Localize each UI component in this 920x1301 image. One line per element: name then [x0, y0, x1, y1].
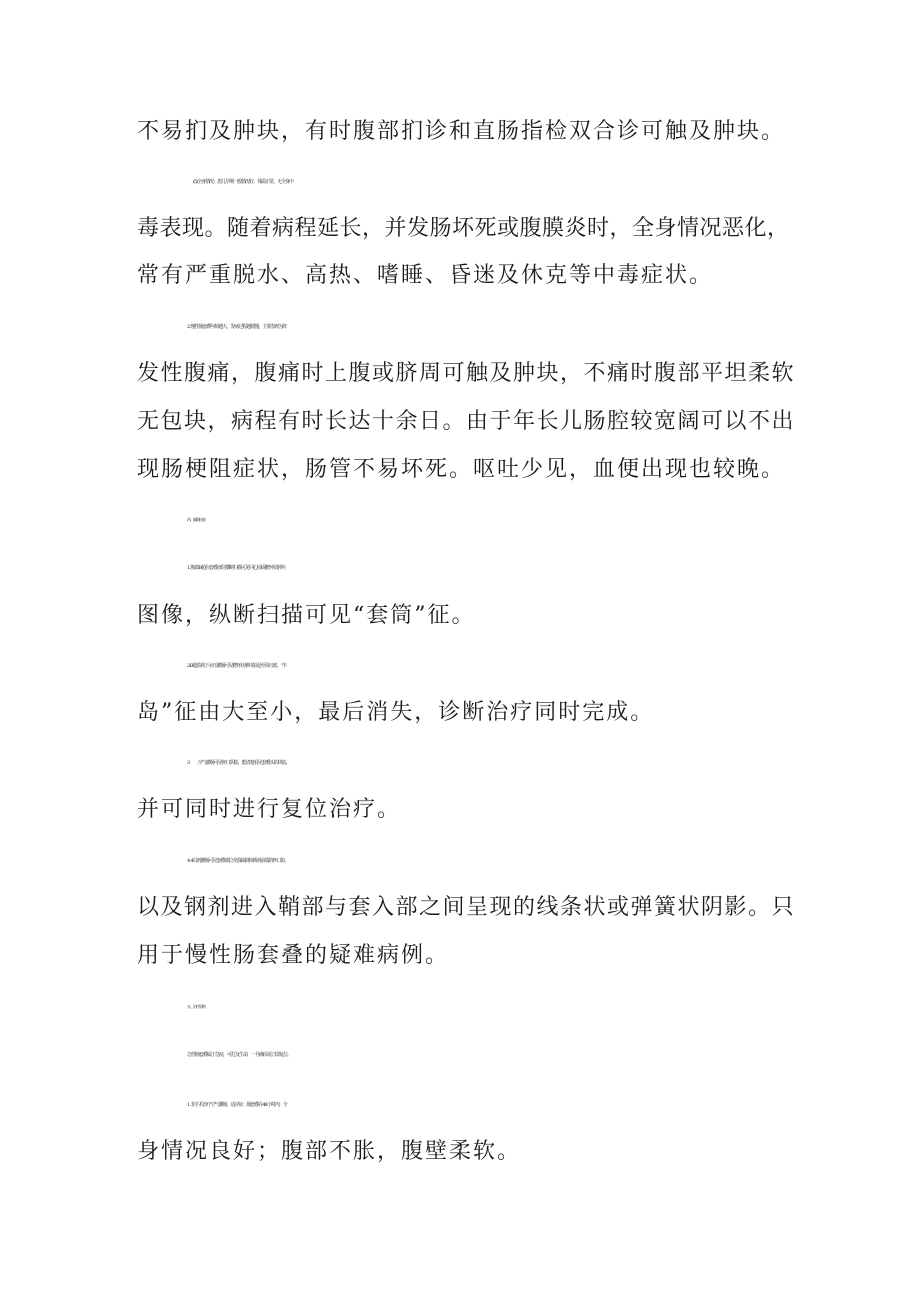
- text-line: 现肠梗阻症状，肠管不易坏死。呕吐少见，血便出现也较晚。: [137, 457, 786, 482]
- text-line: 毒表现。随着病程延长，并发肠坏死或腹膜炎时，全身情况恶化，: [137, 216, 790, 241]
- text-line: 并可同时进行复位治疗。: [137, 797, 402, 822]
- text-line: 以及钢剂进入鞘部与套入部之间呈现的线条状或弹簧状阴影。只: [137, 895, 796, 920]
- section-heading: 五、治疗原则: [187, 1004, 205, 1009]
- text-line: 急性肠套叠属于急症，可危及生命，一旦确诊需立即复位。: [187, 1052, 292, 1058]
- text-line: 3 .空气灌肠可见杯口阴影，能清楚看见套叠头的块影，: [187, 760, 290, 766]
- text-line: 2 .慢性肠套叠年龄越大，发病过程越缓慢。主要表现为阵: [187, 324, 287, 330]
- text-line: 用于慢性肠套叠的疑难病例。: [137, 943, 450, 968]
- text-line: 1 .腹部B超在套叠部位横断扫描可见同心圆或靶环状肿块: [187, 565, 286, 571]
- text-line: 发性腹痛，腹痛时上腹或脐周可触及肿块，不痛时腹部平坦柔软: [137, 361, 796, 386]
- text-line: 无包块，病程有时长达十余日。由于年长儿肠腔较宽阔可以不出: [137, 409, 796, 434]
- text-line: 不易扪及肿块，有时腹部扪诊和直肠指检双合诊可触及肿块。: [137, 119, 786, 144]
- text-line: 身情况良好；腹部不胀，腹壁柔软。: [137, 1139, 522, 1164]
- text-line: 2.B超监视下水压灌肠可见靶环状肿块影退至回盲部，“半: [187, 663, 287, 669]
- text-line: 岛”征由大至小，最后消失，诊断治疗同时完成。: [137, 700, 655, 725]
- text-line: 4 .4贝剂灌肠可见套叠部位充盈缺损和锁剂前端的杯口影，: [187, 858, 289, 864]
- text-line: 常有严重脱水、高热、嗜睡、昏迷及休克等中毒症状。: [137, 263, 714, 288]
- text-line: 1 .非手术治疗空气灌肠。适应证：肠套叠在48小时内；全: [187, 1102, 287, 1108]
- text-line: 图像，纵断扫描可见“套筒”征。: [137, 603, 476, 628]
- section-heading: 四、辅助检查: [187, 517, 205, 522]
- text-line: (5)全身情况：患儿早期一般情况好，体温正常，无全身中: [193, 179, 294, 185]
